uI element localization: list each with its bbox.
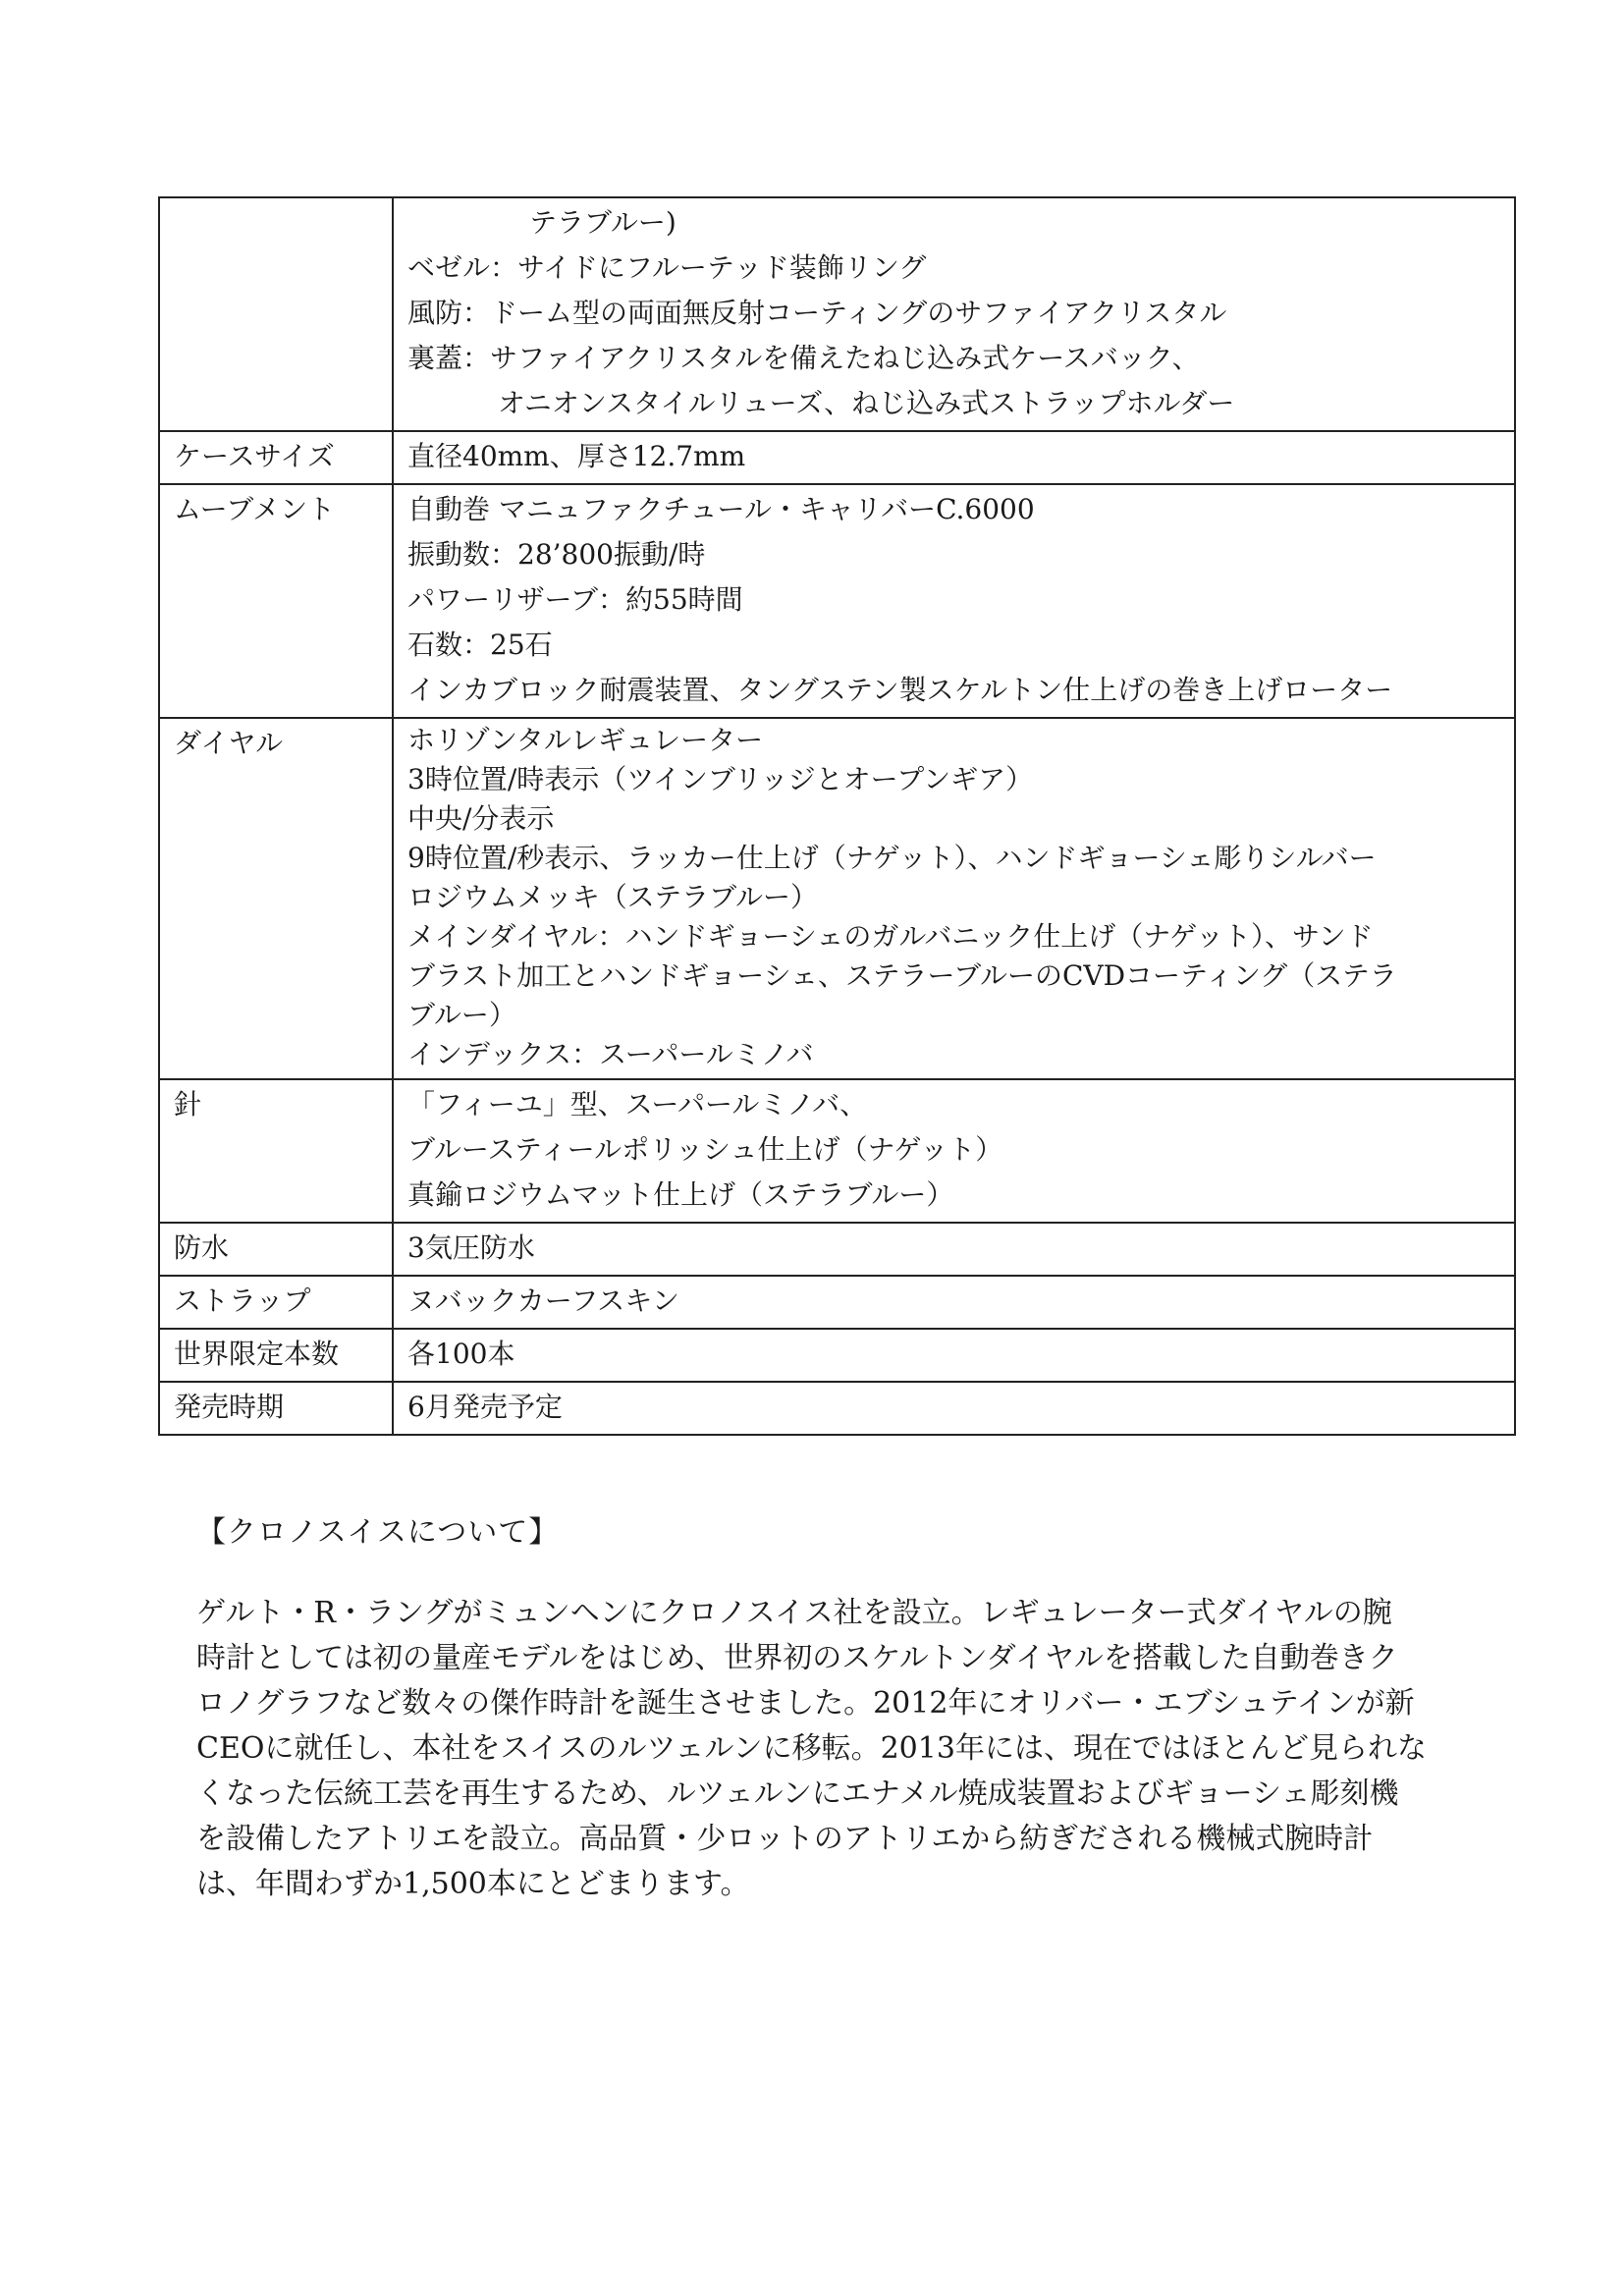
spec-line: ロジウムメッキ（ステラブルー）	[407, 881, 819, 913]
spec-line: 3時位置/時表示（ツインブリッジとオープンギア）	[407, 763, 1034, 795]
spec-row-limited-edition	[159, 1329, 1515, 1382]
spec-row-dial	[159, 718, 1515, 1079]
spec-line: メインダイヤル：ハンドギョーシェのガルバニック仕上げ（ナゲット）、サンド	[407, 920, 1374, 953]
spec-line: インデックス：スーパールミノバ	[407, 1038, 814, 1070]
about-line: くなった伝統工芸を再生するため、ルツェルンにエナメル焼成装置およびギョーシェ彫刻機	[196, 1777, 1399, 1811]
spec-label: 防水	[159, 1223, 393, 1276]
spec-table	[158, 196, 1516, 1436]
spec-value	[393, 1276, 1515, 1329]
spec-line: 真鍮ロジウムマット仕上げ（ステラブルー）	[407, 1178, 954, 1211]
spec-line: 3気圧防水	[407, 1231, 535, 1264]
spec-value	[393, 1382, 1515, 1435]
spec-value	[393, 1223, 1515, 1276]
about-heading: 【クロノスイスについて】	[196, 1515, 560, 1550]
spec-row-release-date	[159, 1382, 1515, 1435]
spec-row-strap	[159, 1276, 1515, 1329]
spec-line: ホリゾンタルレギュレーター	[407, 724, 764, 756]
spec-line: ブルー）	[407, 999, 516, 1031]
spec-line: 振動数：28’800振動/時	[407, 538, 706, 571]
spec-line: 各100本	[407, 1338, 515, 1370]
spec-value	[393, 1079, 1515, 1223]
spec-value	[393, 197, 1515, 431]
spec-row-case-continued	[159, 197, 1515, 431]
spec-line: インカブロック耐震装置、タングステン製スケルトン仕上げの巻き上げローター	[407, 674, 1393, 706]
spec-label: ムーブメント	[159, 484, 393, 718]
spec-label: 世界限定本数	[159, 1329, 393, 1382]
spec-value	[393, 1329, 1515, 1382]
spec-label: ダイヤル	[159, 718, 393, 1079]
spec-line: ヌバックカーフスキン	[407, 1285, 679, 1317]
spec-label	[159, 197, 393, 431]
spec-row-water-resistance	[159, 1223, 1515, 1276]
spec-line: パワーリザーブ：約55時間	[407, 583, 743, 616]
spec-line: テラブルー)	[529, 206, 677, 239]
spec-label: 発売時期	[159, 1382, 393, 1435]
spec-line: 風防：ドーム型の両面無反射コーティングのサファイアクリスタル	[407, 297, 1227, 329]
about-line: 時計としては初の量産モデルをはじめ、世界初のスケルトンダイヤルを搭載した自動巻きク	[196, 1641, 1398, 1675]
spec-line: 自動巻 マニュファクチュール・キャリバーC.6000	[407, 493, 1035, 525]
about-line: CEOに就任し、本社をスイスのルツェルンに移転。2013年には、現在ではほとんど見られな	[196, 1731, 1427, 1766]
spec-label: ケースサイズ	[159, 431, 393, 484]
spec-line: ブルースティールポリッシュ仕上げ（ナゲット）	[407, 1133, 1003, 1166]
spec-line: 直径40mm、厚さ12.7mm	[407, 440, 746, 472]
spec-row-hands	[159, 1079, 1515, 1223]
spec-line: 「フィーユ」型、スーパールミノバ、	[407, 1088, 868, 1121]
about-line: ゲルト・R・ラングがミュンヘンにクロノスイス社を設立。レギュレーター式ダイヤルの腕	[196, 1596, 1392, 1630]
spec-value	[393, 431, 1515, 484]
spec-row-movement	[159, 484, 1515, 718]
spec-line: 裏蓋：サファイアクリスタルを備えたねじ込み式ケースバック、	[407, 342, 1200, 374]
spec-line: 中央/分表示	[407, 802, 555, 835]
spec-line: 9時位置/秒表示、ラッカー仕上げ（ナゲット）、ハンドギョーシェ彫りシルバー	[407, 842, 1377, 874]
spec-row-case-size	[159, 431, 1515, 484]
spec-line: ベゼル：サイドにフルーテッド装飾リング	[407, 251, 927, 284]
about-line: ロノグラフなど数々の傑作時計を誕生させました。2012年にオリバー・エブシュテインが新	[196, 1686, 1415, 1721]
spec-line: ブラスト加工とハンドギョーシェ、ステラーブルーのCVDコーティング（ステラ	[407, 959, 1397, 992]
spec-line: オニオンスタイルリューズ、ねじ込み式ストラップホルダー	[498, 387, 1235, 419]
spec-label: 針	[159, 1079, 393, 1223]
spec-value	[393, 718, 1515, 1079]
spec-line: 6月発売予定	[407, 1391, 563, 1423]
spec-line: 石数：25石	[407, 629, 553, 661]
spec-label: ストラップ	[159, 1276, 393, 1329]
about-paragraph	[196, 1591, 1434, 1907]
spec-value	[393, 484, 1515, 718]
about-line: を設備したアトリエを設立。高品質・少ロットのアトリエから紡ぎだされる機械式腕時計	[196, 1822, 1374, 1856]
about-line: は、年間わずか1,500本にとどまります。	[196, 1867, 750, 1901]
